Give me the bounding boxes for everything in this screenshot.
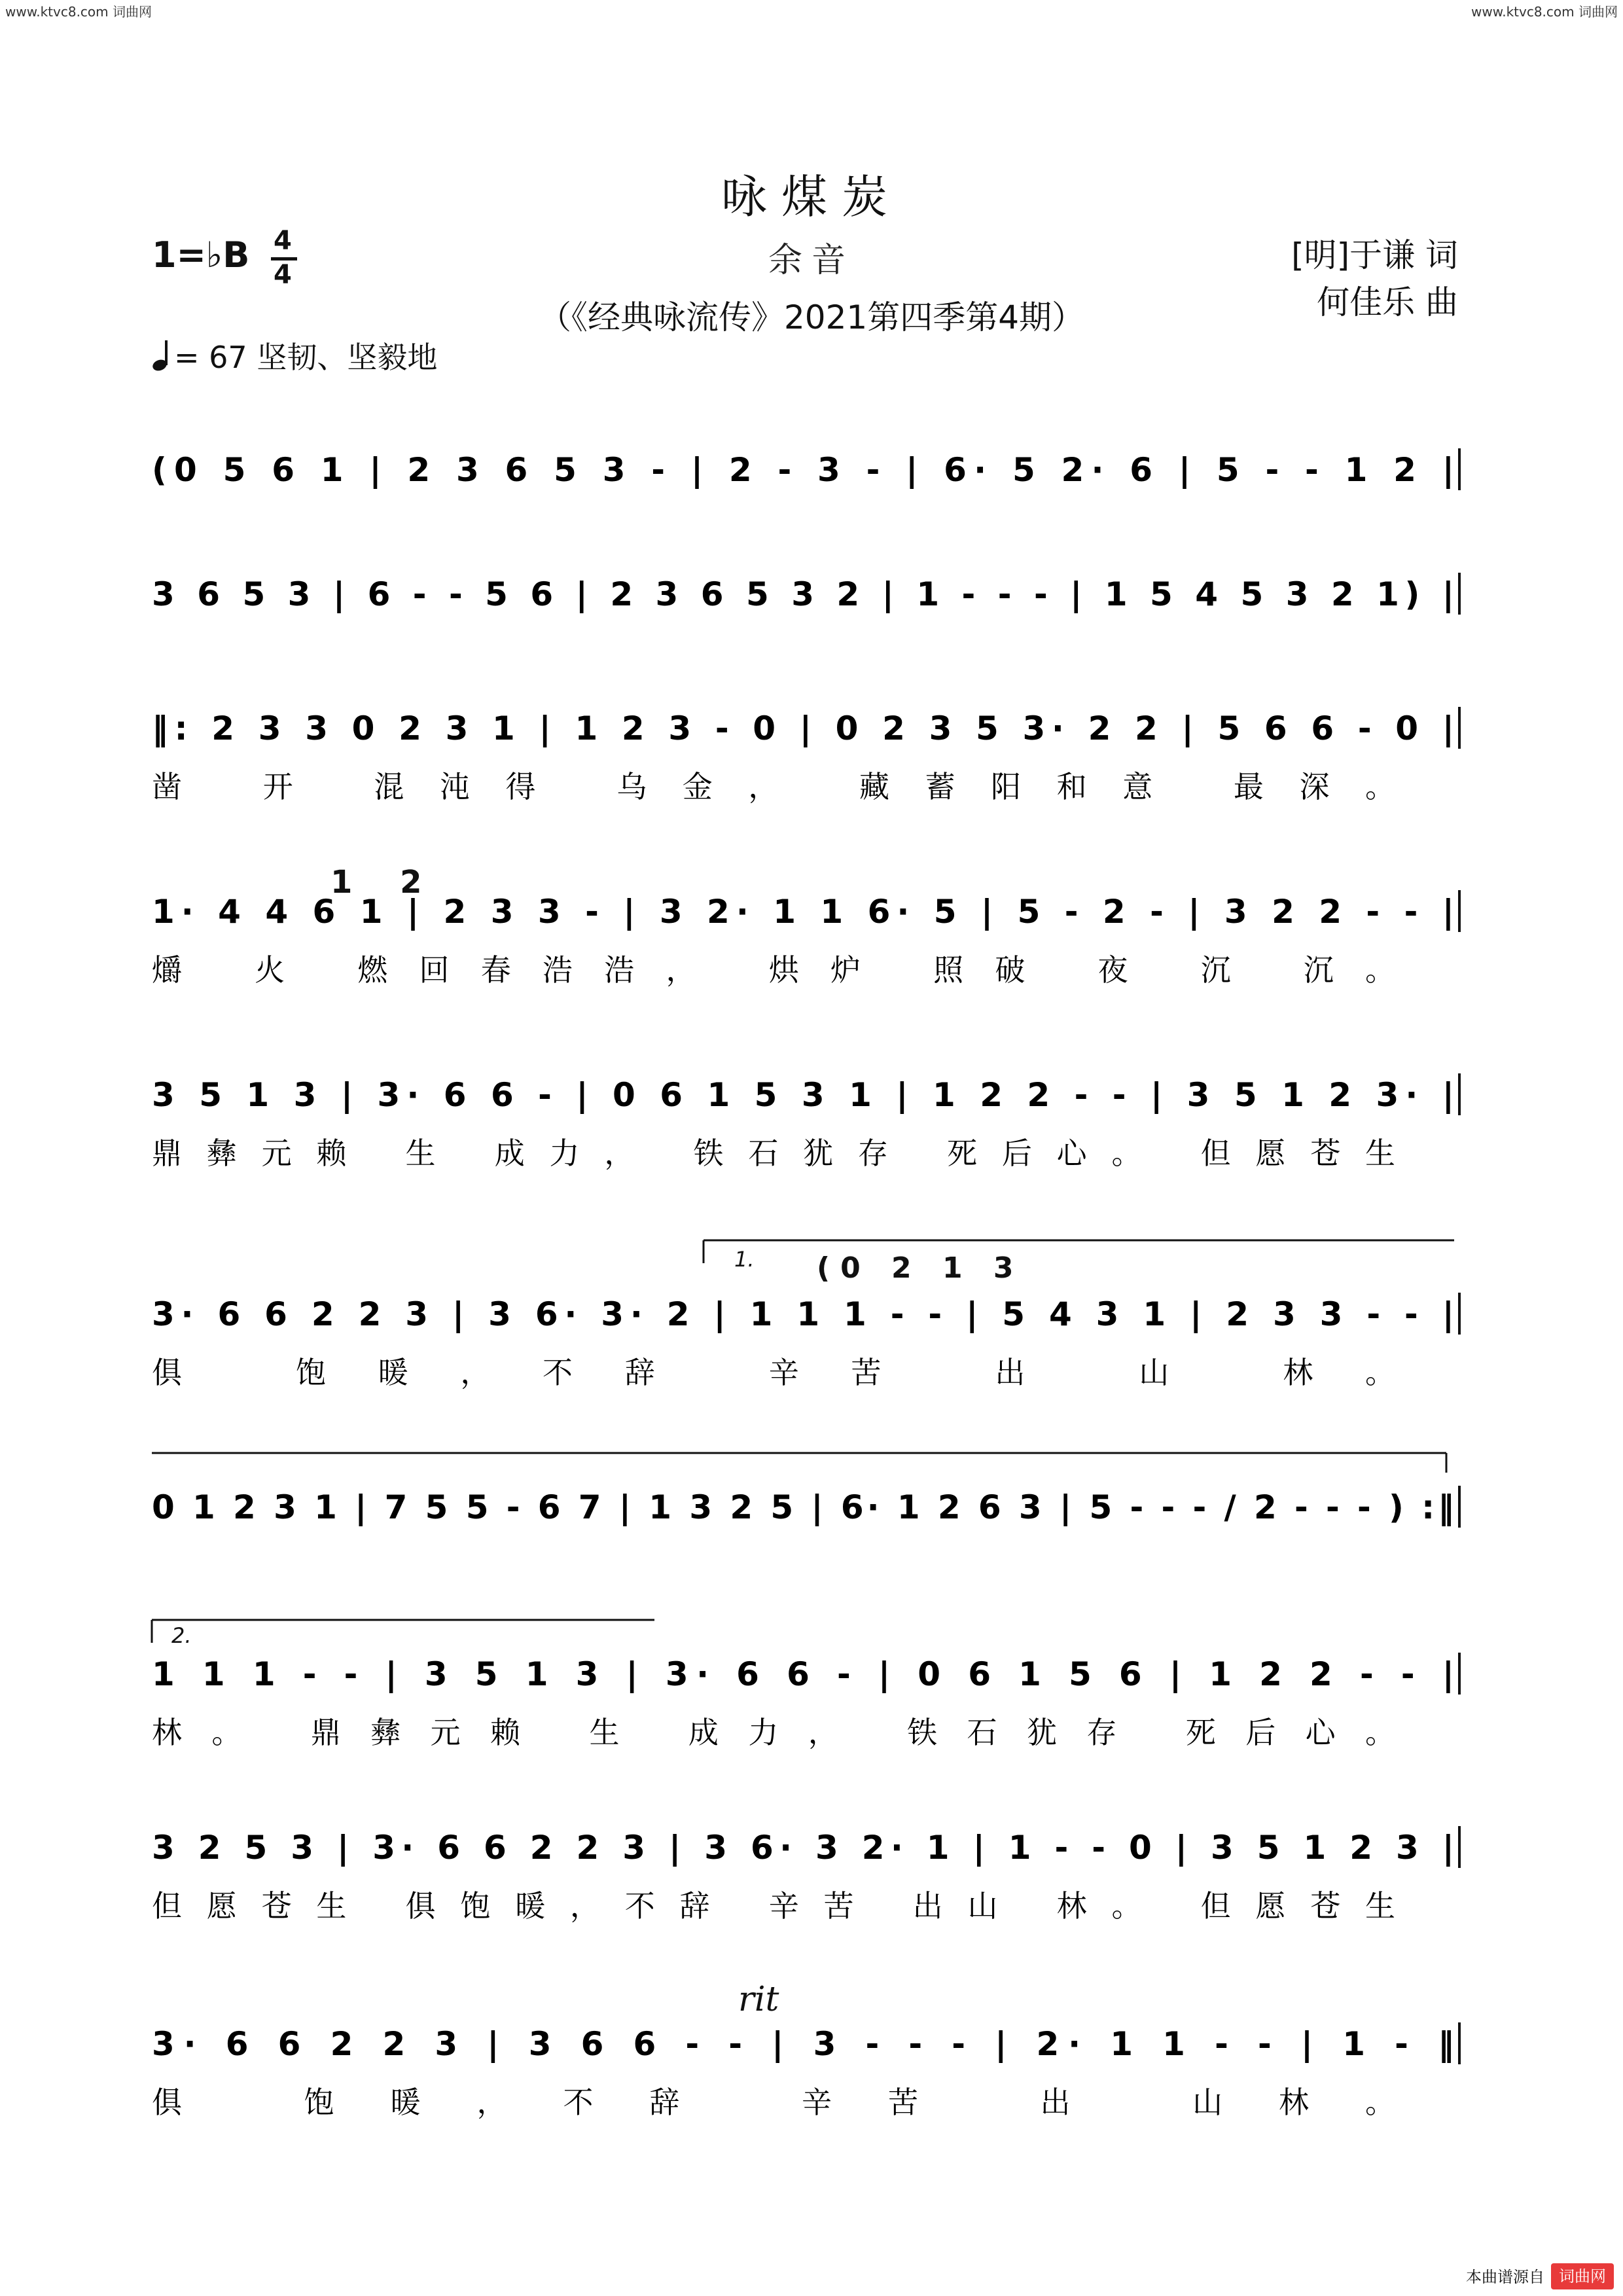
header-url-right: www.ktvc8.com 词曲网 xyxy=(1471,4,1618,20)
score-line-notes: (0 5 6 1 | 2 3 6 5 3 - | 2 - 3 - | 6· 5 2· 6 | 5 - - 1 2 | xyxy=(152,451,1454,489)
footer-logo[interactable]: 词曲网 xyxy=(1551,2263,1614,2289)
time-signature-top: 4 xyxy=(274,226,292,256)
score-line-lyrics: 林。 鼎彝元赖 生 成力， 铁石犹存 死后心。 xyxy=(152,1715,1395,1750)
score-line-lyrics: 凿 开 混沌得 乌金， 藏蓄阳和意 最深。 xyxy=(152,769,1395,804)
upper-notes: 1 2 xyxy=(330,864,440,901)
score-line-notes: ‖: 2 3 3 0 2 3 1 | 1 2 3 - 0 | 0 2 3 5 3· 2 2 | 5 6 6 - 0 | xyxy=(152,709,1454,747)
score-line-notes: 3 2 5 3 | 3· 6 6 2 2 3 | 3 6· 3 2· 1 | 1 - - 0 | 3 5 1 2 3 | xyxy=(152,1829,1454,1867)
score-line-notes: 3· 6 6 2 2 3 | 3 6· 3· 2 | 1 1 1 - - | 5 4 3 1 | 2 3 3 - - | xyxy=(152,1295,1454,1333)
rit-marking: rit xyxy=(738,1980,779,2019)
score-line-lyrics: 俱 饱暖，不辞 辛苦 出 山 林。 xyxy=(152,1355,1395,1390)
volta-1-label: 1. xyxy=(734,1247,755,1272)
volta-2-label: 2. xyxy=(171,1623,192,1648)
lyricist: [明]于谦 词 xyxy=(1291,236,1458,274)
song-title: 咏煤炭 xyxy=(721,170,902,224)
score-line-lyrics: 爝 火 燃回春浩浩， 烘炉 照破 夜 沉 沉。 xyxy=(152,952,1395,988)
singer: 余音 xyxy=(768,241,855,280)
score-line-notes: 1· 4 4 6 1 | 2 3 3 - | 3 2· 1 1 6· 5 | 5 - 2 - | 3 2 2 - - | xyxy=(152,893,1455,931)
time-signature-bottom: 4 xyxy=(274,260,292,290)
score-line-lyrics: 但愿苍生 俱饱暖，不辞 辛苦 出山 林。 但愿苍生 xyxy=(152,1888,1395,1924)
tempo-text: = 67 坚韧、坚毅地 xyxy=(174,340,438,375)
key-signature: 1=♭B xyxy=(152,234,250,276)
score-line-lyrics: 俱 饱暖，不辞 辛苦 出 山林。 xyxy=(152,2085,1395,2120)
composer: 何佳乐 曲 xyxy=(1317,283,1458,321)
score-line-lyrics: 鼎彝元赖 生 成力， 铁石犹存 死后心。 但愿苍生 xyxy=(152,1136,1395,1171)
score-line-notes: 3 6 5 3 | 6 - - 5 6 | 2 3 6 5 3 2 | 1 - - - | 1 5 4 5 3 2 1) | xyxy=(152,575,1454,613)
header-url-left: www.ktvc8.com 词曲网 xyxy=(5,4,152,20)
score-line-notes: 3· 6 6 2 2 3 | 3 6 6 - - | 3 - - - | 2· 1 1 - - | 1 - ‖ xyxy=(152,2025,1455,2063)
alt-notes: (0 2 1 3 xyxy=(817,1251,1024,1285)
program-note: （《经典咏流传》2021第四季第4期） xyxy=(538,298,1085,336)
footer-source: 本曲谱源自 xyxy=(1466,2268,1544,2286)
score-line-notes: 0 1 2 3 1 | 7 5 5 - 6 7 | 1 3 2 5 | 6· 1 2 6 3 | 5 - - - / 2 - - - ) :‖ xyxy=(152,1488,1455,1526)
score-line-notes: 3 5 1 3 | 3· 6 6 - | 0 6 1 5 3 1 | 1 2 2 - - | 3 5 1 2 3· | xyxy=(152,1076,1454,1114)
score-line-notes: 1 1 1 - - | 3 5 1 3 | 3· 6 6 - | 0 6 1 5 6 | 1 2 2 - - | xyxy=(152,1655,1455,1693)
